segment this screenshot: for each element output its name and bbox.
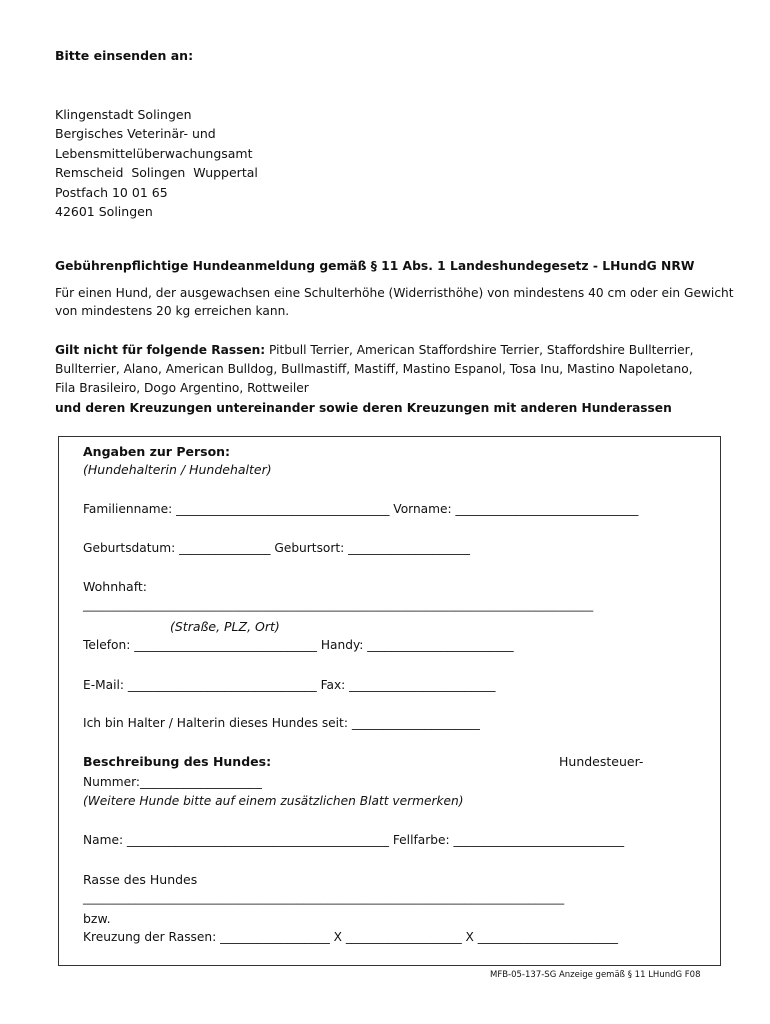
- address-block: [55, 105, 258, 221]
- exclusion-line-3: Fila Brasileiro, Dogo Argentino, Rottweiler: [55, 381, 309, 395]
- exclusion-line-1: [55, 341, 694, 360]
- address-line: Postfach 10 01 65: [55, 184, 168, 200]
- hundesteuer-label: Hundesteuer-: [559, 754, 644, 769]
- kreuzung-field[interactable]: Kreuzung der Rassen: __________________ X ___________________ X _______________________: [83, 930, 618, 944]
- person-heading: Angaben zur Person:: [83, 444, 231, 459]
- address-line: 42601 Solingen: [55, 204, 153, 220]
- bzw-label: bzw.: [83, 911, 111, 926]
- dog-name-field[interactable]: Name: ___________________________________________ Fellfarbe: ____________________________: [83, 833, 625, 847]
- wohnhaft-hint: (Straße, PLZ, Ort): [170, 619, 280, 634]
- halter-seit-field[interactable]: Ich bin Halter / Halterin dieses Hundes seit: _____________________: [83, 716, 480, 730]
- intro-line-2: von mindestens 20 kg erreichen kann.: [55, 304, 290, 318]
- intro-line-1: Für einen Hund, der ausgewachsen eine Schulterhöhe (Widerristhöhe) von mindestens 40 cm oder ein Gewicht: [55, 286, 734, 300]
- page-title: Gebührenpflichtige Hundeanmeldung gemäß § 11 Abs. 1 Landeshundegesetz - LHundG NRW: [55, 259, 695, 273]
- form-footer-code: MFB-05-137-SG Anzeige gemäß § 11 LHundG F08: [490, 970, 701, 980]
- send-to-label: Bitte einsenden an:: [55, 48, 194, 63]
- steuer-nummer-field[interactable]: Nummer:____________________: [83, 775, 262, 789]
- exclusion-label: Gilt nicht für folgende Rassen:: [55, 343, 266, 357]
- address-line: Bergisches Veterinär- und: [55, 126, 216, 142]
- wohnhaft-field[interactable]: ________________________________________________________________________________________: [83, 598, 594, 612]
- dog-hint: (Weitere Hunde bitte auf einem zusätzlichen Blatt vermerken): [83, 794, 464, 808]
- address-line: Remscheid Solingen Wuppertal: [55, 165, 258, 181]
- person-subheading: (Hundehalterin / Hundehalter): [83, 462, 272, 477]
- geburt-field[interactable]: Geburtsdatum: _______________ Geburtsort: ____________________: [83, 541, 471, 555]
- exclusion-line-2: Bullterrier, Alano, American Bulldog, Bullmastiff, Mastiff, Mastino Espanol, Tosa Inu, Mastino Napoletano,: [55, 362, 693, 376]
- familienname-field[interactable]: Familienname: ___________________________________ Vorname: ______________________________: [83, 502, 639, 516]
- exclusion-breeds-1: Pitbull Terrier, American Staffordshire Terrier, Staffordshire Bullterrier,: [265, 343, 694, 357]
- rasse-field[interactable]: ___________________________________________________________________________________: [83, 891, 565, 905]
- email-field[interactable]: E-Mail: _______________________________ Fax: ________________________: [83, 678, 496, 692]
- wohnhaft-label: Wohnhaft:: [83, 579, 147, 594]
- address-line: Lebensmittelüberwachungsamt: [55, 145, 253, 161]
- dog-heading: Beschreibung des Hundes:: [83, 754, 272, 769]
- exclusion-line-4: und deren Kreuzungen untereinander sowie deren Kreuzungen mit anderen Hunderassen: [55, 401, 672, 415]
- rasse-label: Rasse des Hundes: [83, 872, 198, 887]
- address-line: Klingenstadt Solingen: [55, 107, 192, 122]
- telefon-field[interactable]: Telefon: ______________________________ Handy: ________________________: [83, 638, 514, 652]
